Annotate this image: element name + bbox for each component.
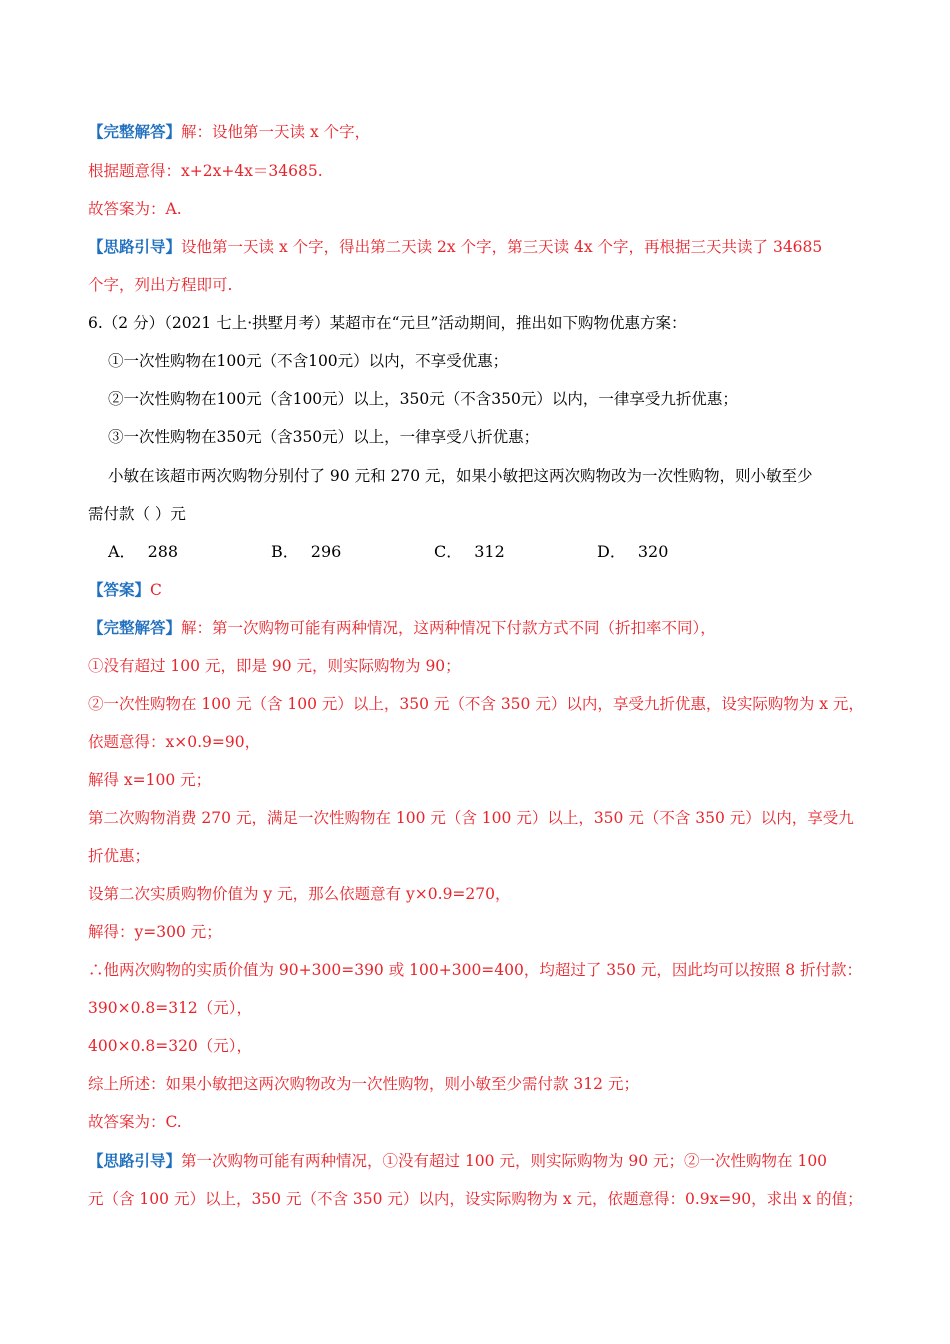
answer-line <box>88 579 162 601</box>
prev-solution-line1: 【完整解答】解：设他第一天读 x 个字， <box>88 122 371 141</box>
question-text-2: 需付款（ ）元 <box>88 505 186 523</box>
prev-solution-line2: 根据题意得：x+2x+4x＝34685. <box>88 162 323 180</box>
solution-line: ∴他两次购物的实质价值为 90+300=390 或 100+300=400，均超过了 350 元，因此均可以按照 8 折付款： <box>88 961 863 979</box>
option-a: A． 288 <box>108 542 179 561</box>
solution-line: 解得 x=100 元； <box>88 771 212 789</box>
answer-tag: 【答案】 <box>88 580 151 599</box>
rule-1: ①一次性购物在100元（不含100元）以内，不享受优惠； <box>108 352 509 370</box>
solution-line: 400×0.8=320（元）， <box>88 1037 253 1055</box>
solution-tag: 【完整解答】 <box>88 122 182 141</box>
answer-value: C <box>150 581 162 599</box>
solution-line: 【完整解答】解：第一次购物可能有两种情况，这两种情况下付款方式不同（折扣率不同）， <box>88 618 716 637</box>
solution-line: 390×0.8=312（元）， <box>88 999 253 1017</box>
solution-line: 第二次购物消费 270 元，满足一次性购物在 100 元（含 100 元）以上，350 元（不含 350 元）以内，享受九 <box>88 809 854 827</box>
question-stem: 6.（2 分）（2021 七上·拱墅月考）某超市在“元旦”活动期间，推出如下购物优惠方案： <box>88 314 687 332</box>
question-text-1: 小敏在该超市两次购物分别付了 90 元和 270 元，如果小敏把这两次购物改为一次性购物，则小敏至少 <box>108 467 813 485</box>
prev-hint-line2: 个字，列出方程即可. <box>88 276 233 294</box>
option-b: B． 296 <box>271 542 342 561</box>
hint-line2: 元（含 100 元）以上，350 元（不含 350 元）以内，设实际购物为 x 元，依题意得：0.9x=90，求出 x 的值； <box>88 1190 863 1208</box>
solution-line: ②一次性购物在 100 元（含 100 元）以上，350 元（不含 350 元）以内，享受九折优惠，设实际购物为 x 元， <box>88 695 864 713</box>
hint-tag: 【思路引导】 <box>88 1151 182 1170</box>
prev-hint-line1: 【思路引导】设他第一天读 x 个字，得出第二天读 2x 个字，第三天读 4x 个字，再根据三天共读了 34685 <box>88 237 823 256</box>
solution-line: ①没有超过 100 元，即是 90 元，则实际购物为 90； <box>88 657 461 675</box>
rule-3: ③一次性购物在350元（含350元）以上，一律享受八折优惠； <box>108 428 540 446</box>
hint-line1: 【思路引导】第一次购物可能有两种情况，①没有超过 100 元，则实际购物为 90 元；②一次性购物在 100 <box>88 1151 828 1170</box>
prev-solution-line3: 故答案为：A. <box>88 200 182 218</box>
option-c: C． 312 <box>434 542 505 561</box>
solution-line: 设第二次实质购物价值为 y 元，那么依题意有 y×0.9=270， <box>88 885 511 903</box>
solution-line: 依题意得：x×0.9=90， <box>88 733 261 751</box>
solution-line: 综上所述：如果小敏把这两次购物改为一次性购物，则小敏至少需付款 312 元； <box>88 1075 639 1093</box>
hint-tag: 【思路引导】 <box>88 237 182 256</box>
solution-line: 故答案为：C. <box>88 1113 182 1131</box>
solution-line: 解得：y=300 元； <box>88 923 222 941</box>
rule-2: ②一次性购物在100元（含100元）以上，350元（不含350元）以内，一律享受九折优惠； <box>108 390 738 408</box>
option-d: D． 320 <box>597 542 669 561</box>
solution-tag: 【完整解答】 <box>88 618 182 637</box>
solution-line: 折优惠； <box>88 847 151 865</box>
